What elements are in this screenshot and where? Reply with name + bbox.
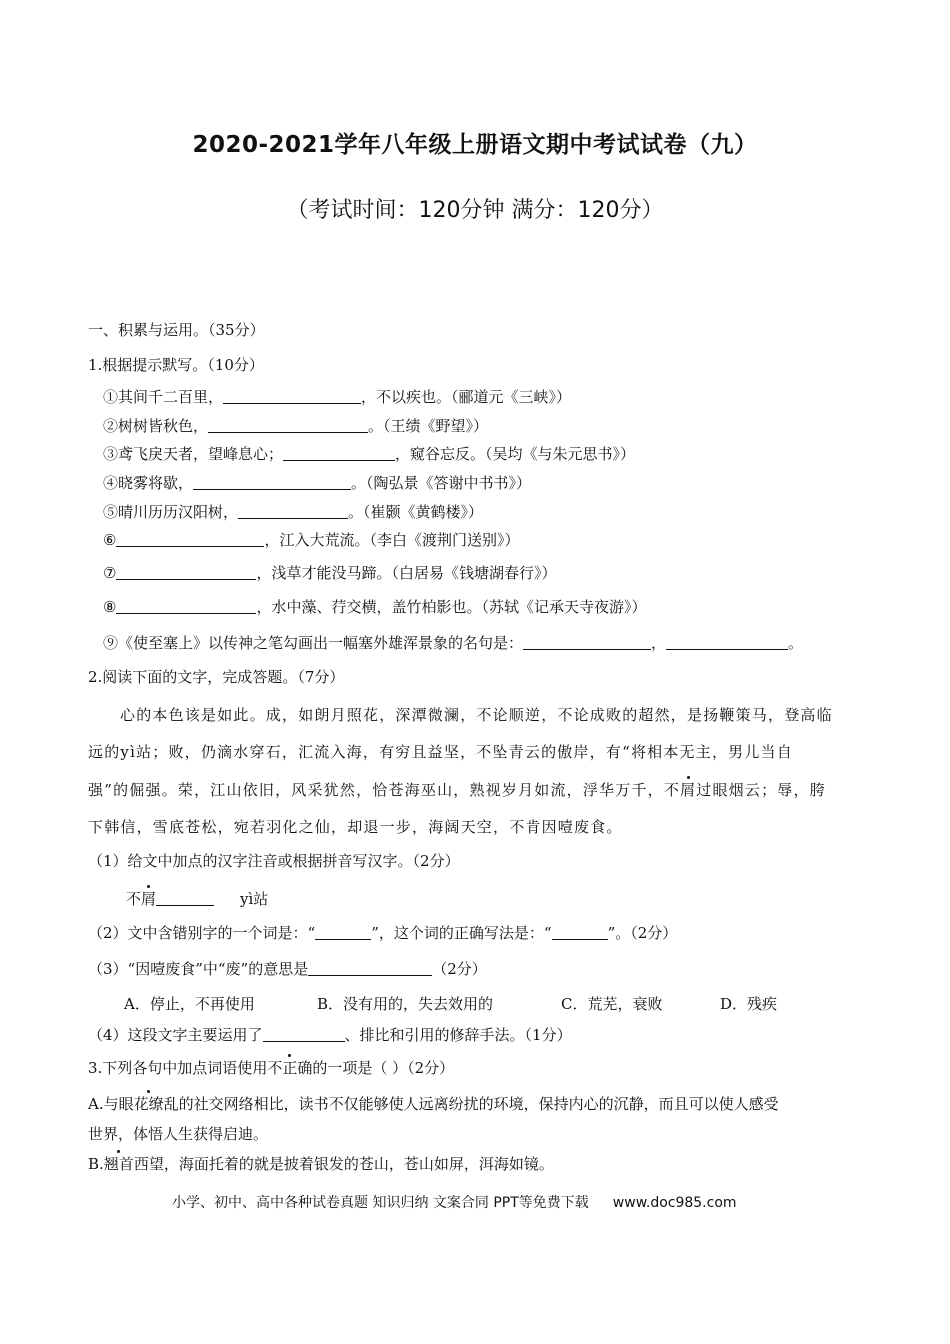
- q3-option-b[interactable]: [88, 1154, 554, 1174]
- q1-item-text: ③鸢飞戾天者，望峰息心；: [103, 445, 284, 463]
- q2-sub-2: [88, 923, 677, 943]
- dotted-term: 翘首: [103, 1155, 134, 1173]
- answer-blank[interactable]: [238, 503, 348, 519]
- passage-text: 过眼烟云；辱，胯: [696, 781, 826, 799]
- q1-item-9: [103, 633, 803, 653]
- q2-sub-1: （1）给文中加点的汉字注音或根据拼音写汉字。（2分）: [88, 852, 460, 870]
- question-text: （4）这段文字主要运用了: [88, 1026, 263, 1044]
- option-b[interactable]: B．没有用的，失去效用的: [317, 995, 494, 1013]
- dotted-term: 不正确: [267, 1059, 313, 1077]
- q1-item-text: ，不以疾也。（郦道元《三峡》）: [361, 388, 572, 406]
- q1-item-text: ⑨《使至塞上》以传神之笔勾画出一幅塞外雄浑景象的名句是：: [103, 634, 524, 652]
- passage-line: 下韩信，雪底苍松，宛若羽化之仙，却退一步，海阔天空，不肯因噎废食。: [88, 818, 623, 836]
- answer-blank[interactable]: [193, 474, 351, 490]
- answer-blank[interactable]: [315, 924, 371, 940]
- q3-option-a-cont: 世界，体悟人生获得启迪。: [88, 1125, 269, 1143]
- q1-item-5: [103, 502, 483, 522]
- q1-item-text: ，水中藻、荇交横，盖竹柏影也。（苏轼《记承天寺夜游》）: [256, 598, 647, 616]
- question-text: 3.下列各句中加点词语使用: [88, 1059, 268, 1077]
- q1-item-2: [103, 416, 488, 436]
- page-footer: [172, 1192, 737, 1212]
- option-text: 西望，海面托着的就是披着银发的苍山，苍山如屏，洱海如镜。: [133, 1155, 554, 1173]
- passage-line: 远的yì站；败，仍滴水穿石，汇流入海，有穷且益坚，不坠青云的傲岸，有“将相本无主，男儿当自: [88, 743, 793, 761]
- answer-blank[interactable]: [666, 634, 788, 650]
- exam-info: （考试时间：120分钟 满分：120分）: [286, 198, 664, 223]
- q2-sub-1-answer: [126, 889, 268, 909]
- q1-item-text: ⑦: [103, 564, 117, 582]
- q1-item-6: [103, 530, 519, 550]
- q1-item-8: [103, 597, 646, 617]
- q1-item-1: [103, 387, 571, 407]
- q1-item-text: ，江入大荒流。（李白《渡荆门送别》）: [264, 531, 520, 549]
- answer-prompt: 不: [126, 890, 142, 908]
- option-d[interactable]: D．残疾: [720, 995, 778, 1013]
- passage-line: [88, 780, 826, 800]
- answer-blank[interactable]: [283, 445, 395, 461]
- q1-item-3: [103, 444, 635, 464]
- passage-line: 心的本色该是如此。成，如朗月照花，深潭微澜，不论顺逆，不论成败的超然，是扬鞭策马，登高临: [120, 706, 833, 724]
- q1-item-text: ⑧: [103, 598, 117, 616]
- footer-link[interactable]: www.doc985.com: [612, 1195, 737, 1211]
- q1-item-text: ，窥谷忘反。（吴均《与朱元思书》）: [395, 445, 636, 463]
- answer-blank[interactable]: [223, 388, 361, 404]
- q1-item-text: ，: [651, 634, 667, 652]
- dotted-character: 屑: [680, 781, 697, 799]
- dotted-character: 屑: [141, 890, 157, 908]
- page-title: 2020-2021学年八年级上册语文期中考试试卷（九）: [192, 132, 758, 158]
- question-text: （3）“因噎废食”中“废”的意思是: [88, 960, 309, 978]
- question-text: （2）文中含错别字的一个词是：“: [88, 924, 316, 942]
- q2-sub-4: [88, 1025, 572, 1045]
- q2-options: [124, 994, 777, 1014]
- q1-item-text: ④晓雾将歇，: [103, 474, 194, 492]
- footer-text: 小学、初中、高中各种试卷真题 知识归纳 文案合同 PPT等免费下载: [172, 1195, 589, 1211]
- question-text: ”，这个词的正确写法是：“: [371, 924, 552, 942]
- answer-blank[interactable]: [116, 564, 256, 580]
- q3-option-a[interactable]: [88, 1094, 779, 1114]
- question-1-heading: 1.根据提示默写。（10分）: [88, 356, 264, 374]
- question-3-heading: [88, 1058, 454, 1078]
- question-text: （2分）: [432, 960, 487, 978]
- section-heading: 一、积累与运用。（35分）: [88, 321, 265, 339]
- q1-item-text: 。（王绩《野望》）: [368, 417, 489, 435]
- answer-blank[interactable]: [308, 960, 432, 976]
- option-label: A.与: [88, 1095, 119, 1113]
- answer-blank[interactable]: [523, 634, 651, 650]
- dotted-term: 眼花缭乱: [118, 1095, 179, 1113]
- answer-blank[interactable]: [116, 531, 264, 547]
- q1-item-text: ，浅草才能没马蹄。（白居易《钱塘湖春行》）: [256, 564, 557, 582]
- option-a[interactable]: A．停止，不再使用: [124, 995, 255, 1013]
- option-c[interactable]: C．荒芜，衰败: [561, 995, 663, 1013]
- question-text: 、排比和引用的修辞手法。（1分）: [344, 1026, 572, 1044]
- q1-item-text: ②树树皆秋色，: [103, 417, 209, 435]
- answer-blank[interactable]: [552, 924, 608, 940]
- question-text: 的一项是（ ）（2分）: [312, 1059, 455, 1077]
- answer-blank[interactable]: [116, 598, 256, 614]
- q1-item-text: 。（陶弘景《答谢中书书》）: [351, 474, 532, 492]
- question-2-heading: 2.阅读下面的文字，完成答题。（7分）: [88, 668, 345, 686]
- q1-item-7: [103, 563, 556, 583]
- answer-blank[interactable]: [208, 417, 368, 433]
- q1-item-text: ①其间千二百里，: [103, 388, 224, 406]
- answer-blank[interactable]: [263, 1026, 345, 1042]
- q1-item-text: 。: [788, 634, 804, 652]
- option-text: 的社交网络相比，读书不仅能够使人远离纷扰的环境，保持内心的沉静，而且可以使人感受: [178, 1095, 779, 1113]
- q1-item-text: ⑥: [103, 531, 117, 549]
- q2-sub-3: [88, 959, 487, 979]
- q1-item-text: 。（崔颢《黄鹤楼》）: [348, 503, 484, 521]
- q1-item-4: [103, 473, 531, 493]
- question-text: ”。（2分）: [607, 924, 678, 942]
- answer-blank[interactable]: [156, 890, 214, 906]
- passage-text: 强”的倔强。荣，江山依旧，风采犹然，恰苍海巫山，熟视岁月如流，浮华万千，不: [88, 781, 681, 799]
- q1-item-text: ⑤晴川历历汉阳树，: [103, 503, 239, 521]
- option-label: B.: [88, 1155, 104, 1173]
- answer-prompt: yì站: [240, 890, 269, 908]
